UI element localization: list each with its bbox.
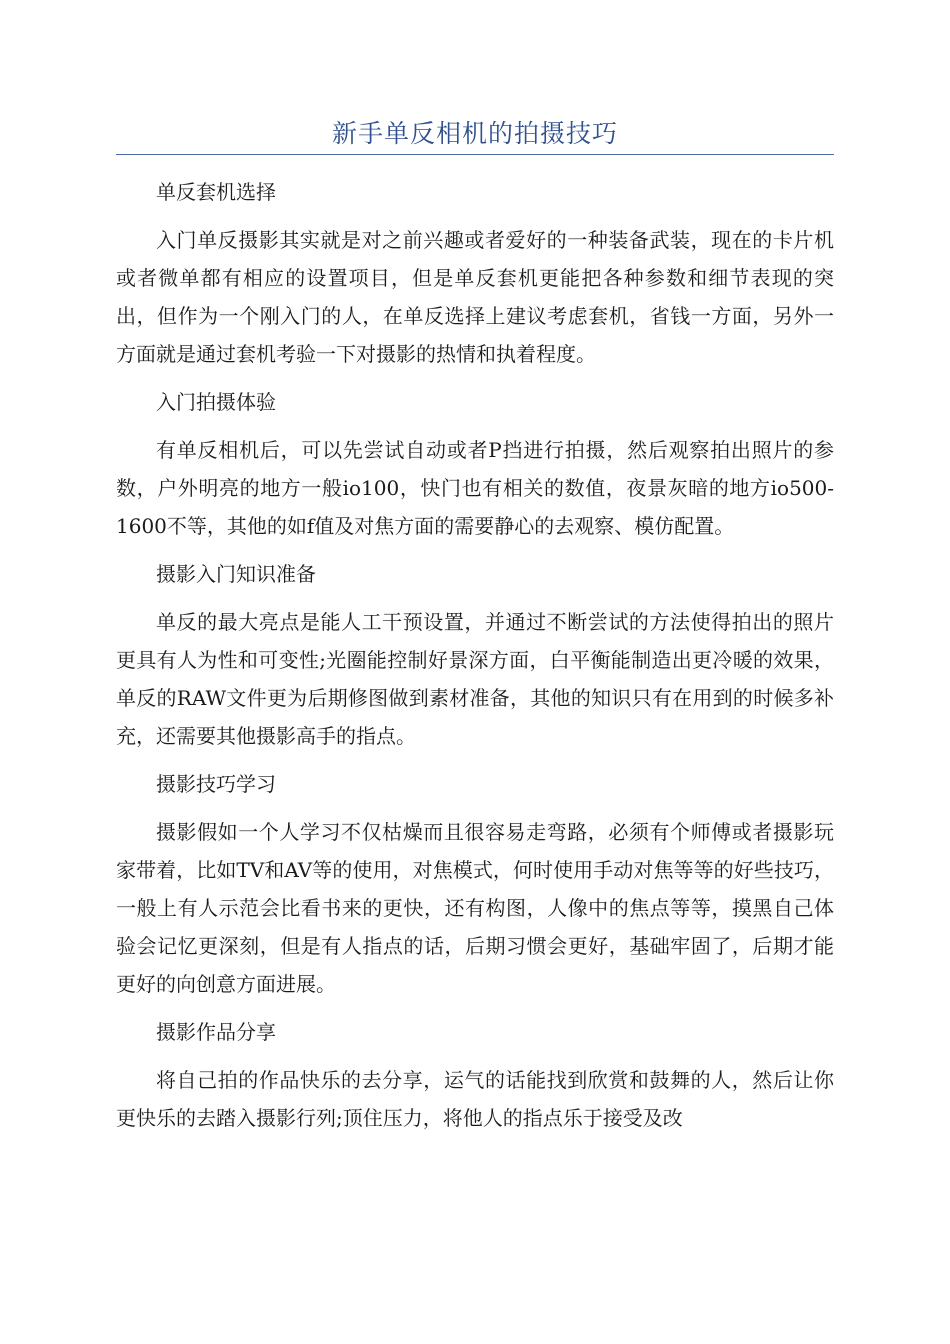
section-shooting-experience [116,383,834,545]
section-technique-learning [116,765,834,1003]
section-paragraph: 摄影假如一个人学习不仅枯燥而且很容易走弯路，必须有个师傅或者摄影玩家带着，比如TV和AV等的使用，对焦模式，何时使用手动对焦等等的好些技巧，一般上有人示范会比看书来的更快，还有构图，人像中的焦点等等，摸黑自己体验会记忆更深刻，但是有人指点的话，后期习惯会更好，基础牢固了，后期才能更好的向创意方面进展。 [116,820,834,996]
section-heading: 摄影作品分享 [156,1020,276,1044]
section-work-sharing [116,1013,834,1137]
section-heading: 摄影入门知识准备 [156,562,316,586]
section-paragraph: 入门单反摄影其实就是对之前兴趣或者爱好的一种装备武装，现在的卡片机或者微单都有相应的设置项目，但是单反套机更能把各种参数和细节表现的突出，但作为一个刚入门的人，在单反选择上建议考虑套机，省钱一方面，另外一方面就是通过套机考验一下对摄影的热情和执着程度。 [116,228,834,366]
section-heading: 入门拍摄体验 [156,390,276,414]
section-heading: 摄影技巧学习 [156,772,276,796]
title-divider [116,154,834,155]
section-paragraph: 有单反相机后，可以先尝试自动或者P挡进行拍摄，然后观察拍出照片的参数，户外明亮的地方一般io100，快门也有相关的数值，夜景灰暗的地方io500-1600不等，其他的如f值及对焦方面的需要静心的去观察、模仿配置。 [116,438,834,538]
document-body [116,173,834,1137]
section-paragraph: 将自己拍的作品快乐的去分享，运气的话能找到欣赏和鼓舞的人，然后让你更快乐的去踏入摄影行列;顶住压力，将他人的指点乐于接受及改 [116,1068,834,1130]
section-heading: 单反套机选择 [156,180,276,204]
section-paragraph: 单反的最大亮点是能人工干预设置，并通过不断尝试的方法使得拍出的照片更具有人为性和可变性;光圈能控制好景深方面，白平衡能制造出更冷暖的效果，单反的RAW文件更为后期修图做到素材准备，其他的知识只有在用到的时候多补充，还需要其他摄影高手的指点。 [116,610,834,748]
section-basic-knowledge [116,555,834,755]
document-page [116,0,834,1147]
document-title: 新手单反相机的拍摄技巧 [331,119,618,148]
section-kit-selection [116,173,834,373]
